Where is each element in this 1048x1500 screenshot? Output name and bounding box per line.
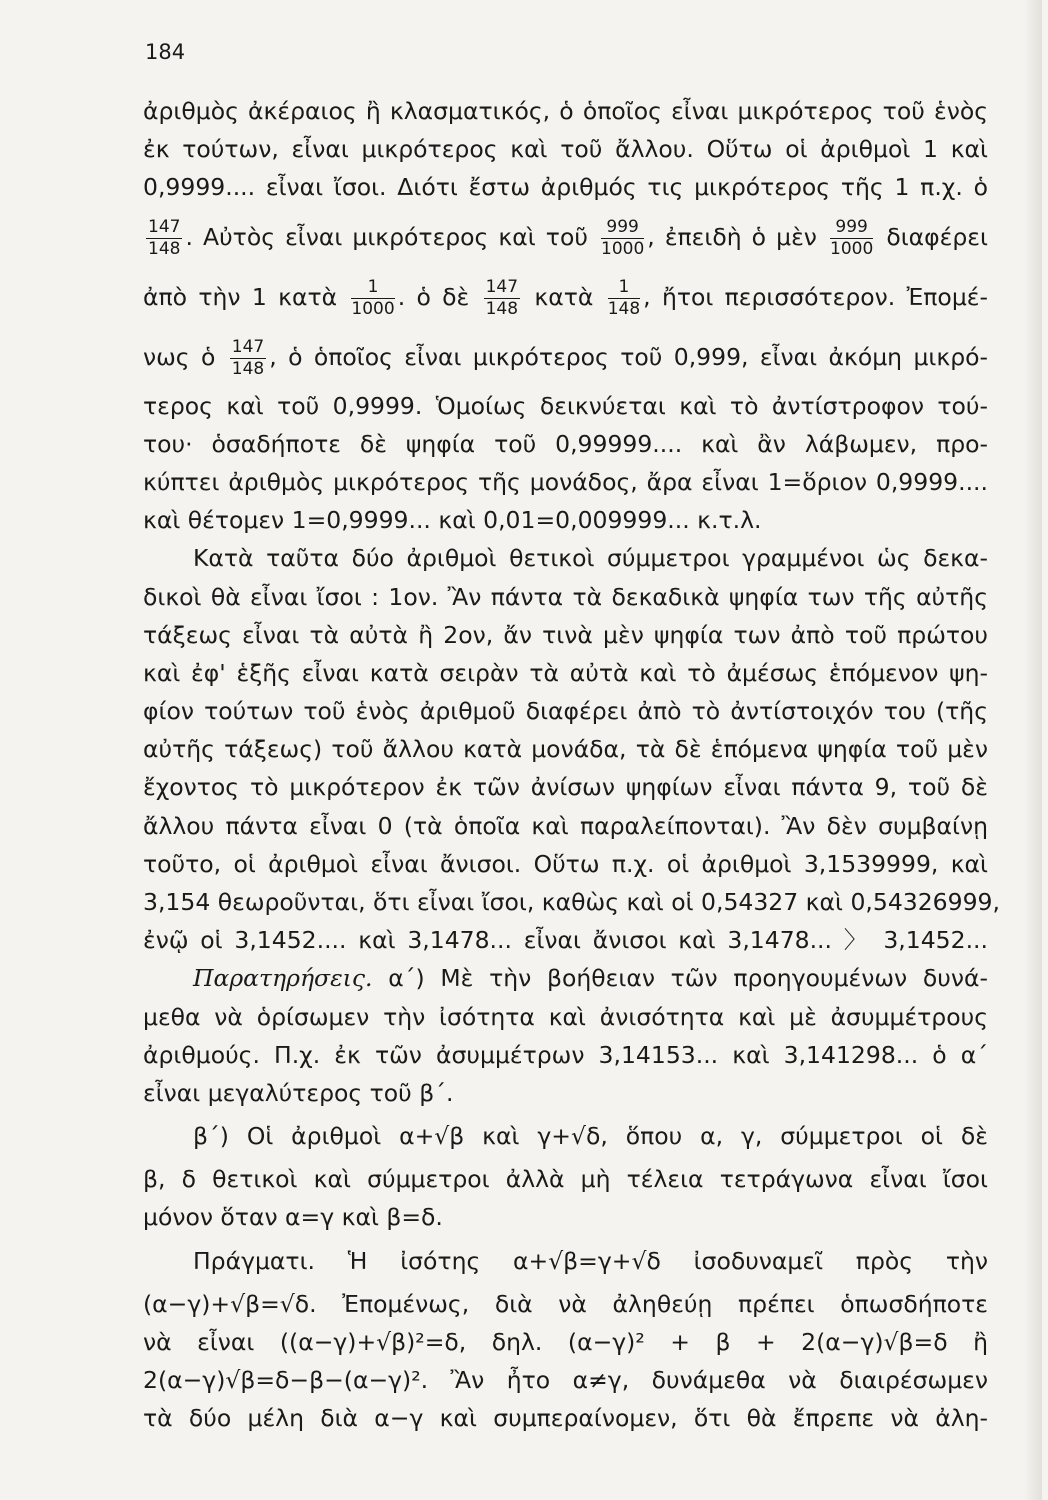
page-number: 184	[145, 40, 186, 64]
text-line: μόνον ὅταν α=γ καὶ β=δ.	[143, 1203, 443, 1232]
text-line: ἔχοντος τὸ μικρότερον ἐκ τῶν ἀνίσων ψηφίων εἶναι πάντα 9, τοῦ δὲ	[143, 773, 988, 802]
text-line: του· ὁσαδήποτε δὲ ψηφία τοῦ 0,99999.... καὶ ἂν λάβωμεν, προ-	[143, 429, 988, 458]
text-line: (α−γ)+√β=√δ. Ἐπομένως, διὰ νὰ ἀληθεύῃ πρέπει ὁπωσδήποτε	[143, 1289, 988, 1318]
fraction: $\frac{147}{148}$	[485, 276, 519, 319]
fraction: $\frac{147}{148}$	[148, 216, 181, 259]
fraction: $\frac{1}{1000}$	[351, 276, 395, 319]
text-line: ἀριθμούς. Π.χ. ἐκ τῶν ἀσυμμέτρων 3,14153... καὶ 3,141298... ὁ α΄	[143, 1040, 988, 1069]
text-line: νὰ εἶναι ((α−γ)+√β)²=δ, δηλ. (α−γ)² + β + 2(α−γ)√β=δ ἢ	[143, 1327, 988, 1356]
text-line: Κατὰ ταῦτα δύο ἀριθμοὶ θετικοὶ σύμμετροι γραμμένοι ὡς δεκα-	[193, 544, 988, 573]
page-body	[143, 92, 1000, 1437]
text-line: δικοὶ θὰ εἶναι ἴσοι : 1ον. Ἂν πάντα τὰ δεκαδικὰ ψηφία των τῆς αὐτῆς	[143, 582, 988, 611]
text-line: φίον τούτων τοῦ ἑνὸς ἀριθμοῦ διαφέρει ἀπὸ τὸ ἀντίστοιχόν του (τῆς	[143, 697, 988, 726]
text-line: 3,154 θεωροῦνται, ὅτι εἶναι ἴσοι, καθὼς καὶ οἱ 0,54327 καὶ 0,54326999,	[143, 888, 1000, 916]
text-line: β΄) Οἱ ἀριθμοὶ α+√β καὶ γ+√δ, ὅπου α, γ, σύμμετροι οἱ δὲ	[193, 1122, 988, 1151]
text-line: ἐνῷ οἱ 3,1452.... καὶ 3,1478... εἶναι ἄνισοι καὶ 3,1478... 〉 3,1452...	[143, 926, 988, 955]
text-line-with-fractions: ἀπὸ τὴν 1 κατὰ $\frac{1}{1000}$ . ὁ δὲ $\frac{147}{148}$ κατὰ $\frac{1}{148}$ , ἤτοι περισσότερον. Ἐπομέ-	[143, 276, 988, 319]
remarks-label: Παρατηρήσεις.	[193, 964, 373, 993]
text-line: καὶ θέτομεν 1=0,9999... καὶ 0,01=0,009999... κ.τ.λ.	[143, 506, 762, 535]
text-line: τοῦτο, οἱ ἀριθμοὶ εἶναι ἄνισοι. Οὕτω π.χ. οἱ ἀριθμοὶ 3,1539999, καὶ	[143, 849, 988, 878]
text-line: εἶναι μεγαλύτερος τοῦ β΄.	[143, 1078, 454, 1107]
fraction: $\frac{147}{148}$	[231, 336, 265, 379]
text-line: ἄλλου πάντα εἶναι 0 (τὰ ὁποῖα καὶ παραλείπονται). Ἂν δὲν συμβαίνῃ	[143, 811, 988, 840]
fraction: $\frac{1}{148}$	[607, 276, 641, 319]
text-line: 2(α−γ)√β=δ−β−(α−γ)². Ἂν ἦτο α≠γ, δυνάμεθα νὰ διαιρέσωμεν	[143, 1365, 988, 1394]
text-line: ἐκ τούτων, εἶναι μικρότερος καὶ τοῦ ἄλλου. Οὕτω οἱ ἀριθμοὶ 1 καὶ	[143, 135, 988, 164]
page-edge-shadow	[1024, 0, 1042, 1500]
text-line-with-fractions: $\frac{147}{148}$ . Αὐτὸς εἶναι μικρότερος καὶ τοῦ $\frac{999}{1000}$ , ἐπειδὴ ὁ μὲν $\frac{999}{1000}$ διαφέρει	[148, 216, 988, 259]
fraction: $\frac{999}{1000}$	[601, 216, 645, 259]
text-line: τάξεως εἶναι τὰ αὐτὰ ἢ 2ον, ἄν τινὰ μὲν ψηφία των ἀπὸ τοῦ πρώτου	[143, 620, 988, 649]
text-line: τὰ δύο μέλη διὰ α−γ καὶ συμπεραίνομεν, ὅτι θὰ ἔπρεπε νὰ ἀλη-	[143, 1404, 988, 1433]
text-line: 0,9999.... εἶναι ἴσοι. Διότι ἔστω ἀριθμός τις μικρότερος τῆς 1 π.χ. ὁ	[143, 173, 988, 202]
text-line-with-fractions: νως ὁ $\frac{147}{148}$ , ὁ ὁποῖος εἶναι μικρότερος τοῦ 0,999, εἶναι ἀκόμη μικρό-	[143, 336, 988, 379]
text-line: Παρατηρήσεις. α΄) Μὲ τὴν βοήθειαν τῶν προηγουμένων δυνά-	[193, 964, 988, 993]
text-line: τερος καὶ τοῦ 0,9999. Ὁμοίως δεικνύεται καὶ τὸ ἀντίστροφον τού-	[143, 391, 988, 420]
fraction: $\frac{999}{1000}$	[830, 216, 874, 259]
text-line: β, δ θετικοὶ καὶ σύμμετροι ἀλλὰ μὴ τέλεια τετράγωνα εἶναι ἴσοι	[143, 1165, 988, 1194]
text-line: ἀριθμὸς ἀκέραιος ἢ κλασματικός, ὁ ὁποῖος εἶναι μικρότερος τοῦ ἑνὸς	[143, 97, 988, 125]
text-line: μεθα νὰ ὁρίσωμεν τὴν ἰσότητα καὶ ἀνισότητα καὶ μὲ ἀσυμμέτρους	[143, 1002, 988, 1031]
text-line: αὐτῆς τάξεως) τοῦ ἄλλου κατὰ μονάδα, τὰ δὲ ἑπόμενα ψηφία τοῦ μὲν	[143, 735, 988, 764]
text-line: κύπτει ἀριθμὸς μικρότερος τῆς μονάδος, ἄρα εἶναι 1=ὅριον 0,9999....	[143, 467, 988, 496]
text-line: καὶ ἐφ' ἑξῆς εἶναι κατὰ σειρὰν τὰ αὐτὰ καὶ τὸ ἀμέσως ἑπόμενον ψη-	[143, 658, 988, 687]
text-line: Πράγματι. Ἡ ἰσότης α+√β=γ+√δ ἰσοδυναμεῖ πρὸς τὴν	[193, 1246, 988, 1275]
